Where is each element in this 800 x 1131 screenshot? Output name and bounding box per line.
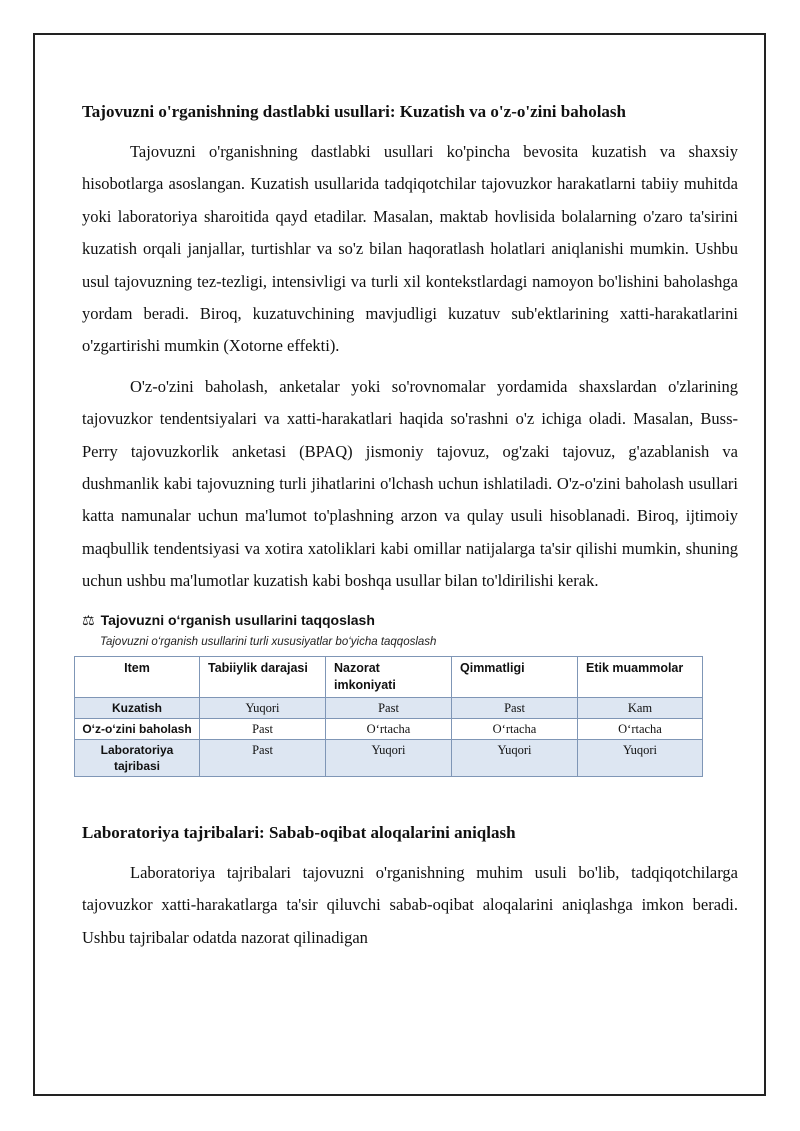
table-row bbox=[75, 739, 703, 776]
paragraph-observation: Tajovuzni o'rganishning dastlabki usullari ko'pincha bevosita kuzatish va shaxsiy hisobotlarga asoslangan. Kuzatish usullarida tadqiqotchilar tajovuzkor harakatlarni tabiiy muhitda yoki laboratoriya sharoitida qayd etadilar. Masalan, maktab hovlisida bolalarning o'zaro ta'sirini kuzatish orqali janjallar, turtishlar va so'z bilan haqoratlash holatlari aniqlanishi mumkin. Ushbu usul tajovuzning tez-tezligi, intensivligi va turli xil kontekstlardagi namoyon bo'lishini baholashga yordam beradi. Biroq, kuzatuvchining mavjudligi kuzatuv sub'ektlarining xatti-harakatlarini o'zgartirishi mumkin (Xotorne effekti). bbox=[82, 142, 738, 356]
balance-scale-icon: ⚖ bbox=[82, 611, 95, 628]
table-row-label: Laboratoriya tajribasi bbox=[75, 739, 200, 776]
comparison-table bbox=[74, 656, 703, 777]
table-cell: Past bbox=[200, 739, 326, 776]
table-cell: O‘rtacha bbox=[452, 718, 578, 739]
table-cell: Yuqori bbox=[326, 739, 452, 776]
table-header-cell: Qimmatligi bbox=[452, 656, 578, 697]
table-header-row bbox=[75, 656, 703, 697]
table-row bbox=[75, 697, 703, 718]
table-row bbox=[75, 718, 703, 739]
table-cell: O‘rtacha bbox=[326, 718, 452, 739]
table-header-cell: Nazorat imkoniyati bbox=[326, 656, 452, 697]
table-cell: Yuqori bbox=[200, 697, 326, 718]
table-row-label: Kuzatish bbox=[75, 697, 200, 718]
table-cell: Past bbox=[452, 697, 578, 718]
table-caption bbox=[82, 610, 738, 630]
table-cell: Kam bbox=[578, 697, 703, 718]
table-cell: Yuqori bbox=[452, 739, 578, 776]
table-header-cell: Tabiiylik darajasi bbox=[200, 656, 326, 697]
table-header-cell: Item bbox=[75, 656, 200, 697]
document-body bbox=[82, 100, 738, 962]
table-caption-text: Tajovuzni o‘rganish usullarini taqqoslash bbox=[100, 611, 375, 628]
table-cell: Past bbox=[326, 697, 452, 718]
table-cell: Past bbox=[200, 718, 326, 739]
table-cell: Yuqori bbox=[578, 739, 703, 776]
table-cell: O‘rtacha bbox=[578, 718, 703, 739]
section-gap bbox=[82, 777, 738, 821]
table-header-cell: Etik muammolar bbox=[578, 656, 703, 697]
section-heading-lab-experiments: Laboratoriya tajribalari: Sabab-oqibat aloqalarini aniqlash bbox=[82, 822, 516, 842]
paragraph-self-report: O'z-o'zini baholash, anketalar yoki so'rovnomalar yordamida shaxslardan o'zlarining tajovuzkor tendentsiyalari va xatti-harakatlari haqida so'rashni o'z ichiga oladi. Masalan, Buss-Perry tajovuzkorlik anketasi (BPAQ) jismoniy tajovuz, og'zaki tajovuz, g'azablanish va dushmanlik kabi tajovuzning turli jihatlarini o'lchash uchun ishlatiladi. O'z-o'zini baholash usullari katta namunalar uchun ma'lumot to'plashning arzon va qulay usuli hisoblanadi. Biroq, ijtimoiy maqbullik tendentsiyasi va xotira xatoliklari kabi omillar natijalarga ta'sir qilishi mumkin, shuning uchun ushbu ma'lumotlar kuzatish kabi boshqa usullar bilan to'ldirilishi kerak. bbox=[82, 376, 738, 591]
section-heading-observation: Tajovuzni o'rganishning dastlabki usullari: Kuzatish va o'z-o'zini baholash bbox=[82, 102, 626, 121]
table-row-label: O‘z-o‘zini baholash bbox=[75, 718, 200, 739]
table-subcaption: Tajovuzni o‘rganish usullarini turli xususiyatlar bo‘yicha taqqoslash bbox=[100, 635, 437, 648]
paragraph-lab-experiments: Laboratoriya tajribalari tajovuzni o'rganishning muhim usuli bo'lib, tadqiqotchilarga tajovuzkor xatti-harakatlarga ta'sir qiluvchi sabab-oqibat aloqalarini aniqlashga imkon beradi. Ushbu tajribalar odatda nazorat qilinadigan bbox=[82, 862, 738, 947]
